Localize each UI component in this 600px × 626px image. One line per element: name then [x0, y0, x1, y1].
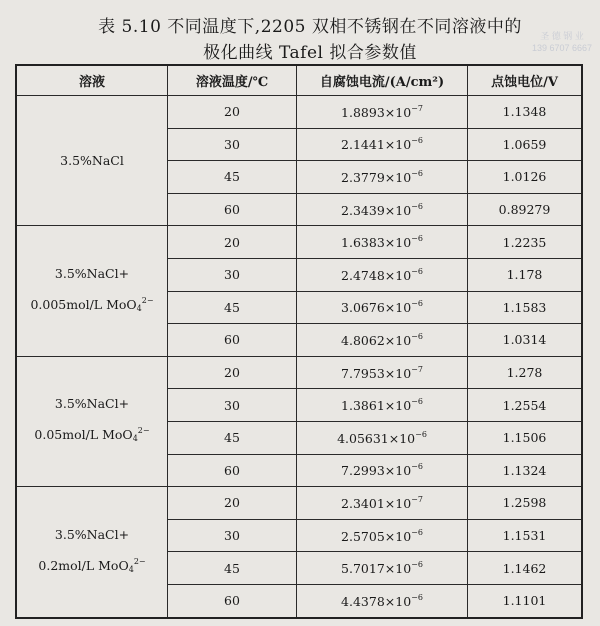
temperature-cell: 20 — [168, 356, 297, 389]
table-title-line1: 表 5.10 不同温度下,2205 双相不锈钢在不同溶液中的 — [98, 17, 522, 37]
corrosion-current-cell — [297, 389, 468, 422]
solution-cell — [16, 487, 168, 618]
corrosion-current-cell — [297, 584, 468, 617]
temperature-cell: 30 — [168, 389, 297, 422]
solution-line2-text: 0.2mol/L MoO — [38, 557, 129, 573]
watermark-line1: 圣 德 钢 业 — [540, 31, 584, 41]
solution-line2-text: 0.005mol/L MoO — [30, 297, 137, 313]
pitting-potential-cell: 1.278 — [468, 356, 583, 389]
current-exponent: −6 — [411, 234, 423, 244]
solution-line1: 3.5%NaCl — [60, 153, 124, 169]
pitting-potential-cell: 1.1101 — [468, 584, 583, 617]
current-mantissa: 2.4748×10 — [341, 267, 412, 283]
current-mantissa: 4.8062×10 — [341, 332, 412, 348]
corrosion-current-cell — [297, 552, 468, 585]
current-exponent: −6 — [411, 397, 423, 407]
solution-line1: 3.5%NaCl+ — [54, 396, 130, 412]
temperature-cell: 45 — [168, 552, 297, 585]
pitting-potential-cell: 1.2235 — [468, 226, 583, 259]
solution-subscript: 4 — [128, 564, 134, 574]
current-mantissa: 2.3401×10 — [341, 495, 412, 511]
pitting-potential-cell: 1.178 — [468, 258, 583, 291]
pitting-potential-cell: 1.1324 — [468, 454, 583, 487]
header-temperature: 溶液温度/℃ — [168, 65, 297, 96]
pitting-potential-cell: 1.1462 — [468, 552, 583, 585]
temperature-cell: 30 — [168, 128, 297, 161]
current-mantissa: 5.7017×10 — [341, 561, 412, 577]
current-exponent: −6 — [411, 560, 423, 570]
current-exponent: −7 — [411, 103, 423, 113]
current-exponent: −6 — [411, 331, 423, 341]
corrosion-current-cell — [297, 258, 468, 291]
temperature-cell: 45 — [168, 421, 297, 454]
corrosion-current-cell — [297, 161, 468, 194]
current-exponent: −6 — [415, 429, 427, 439]
watermark — [532, 30, 592, 54]
current-mantissa: 4.4378×10 — [341, 593, 412, 609]
current-exponent: −6 — [411, 201, 423, 211]
temperature-cell: 45 — [168, 291, 297, 324]
solution-superscript: 2− — [137, 426, 150, 436]
current-mantissa: 2.1441×10 — [341, 137, 412, 153]
corrosion-current-cell — [297, 324, 468, 357]
current-mantissa: 3.0676×10 — [341, 300, 412, 316]
current-exponent: −6 — [411, 168, 423, 178]
temperature-cell: 60 — [168, 584, 297, 617]
temperature-cell: 60 — [168, 324, 297, 357]
table-row — [16, 487, 582, 520]
corrosion-current-cell — [297, 193, 468, 226]
corrosion-current-cell — [297, 356, 468, 389]
table-row — [16, 96, 582, 129]
current-exponent: −7 — [411, 494, 423, 504]
corrosion-current-cell — [297, 128, 468, 161]
current-mantissa: 1.6383×10 — [341, 235, 412, 251]
solution-cell — [16, 226, 168, 356]
table-row — [16, 356, 582, 389]
solution-cell — [16, 96, 168, 226]
current-mantissa: 1.8893×10 — [341, 104, 412, 120]
current-mantissa: 7.2993×10 — [341, 463, 412, 479]
header-solution: 溶液 — [16, 65, 168, 96]
header-corrosion-current: 自腐蚀电流/(A/cm²) — [297, 65, 468, 96]
pitting-potential-cell: 1.0314 — [468, 324, 583, 357]
watermark-line2: 139 6707 6667 — [531, 43, 592, 53]
header-pitting-potential: 点蚀电位/V — [468, 65, 583, 96]
header-row — [16, 65, 582, 96]
current-mantissa: 2.3779×10 — [341, 169, 412, 185]
corrosion-current-cell — [297, 291, 468, 324]
pitting-potential-cell: 1.2598 — [468, 487, 583, 520]
corrosion-current-cell — [297, 454, 468, 487]
current-mantissa: 2.3439×10 — [341, 202, 412, 218]
current-exponent: −6 — [411, 299, 423, 309]
corrosion-current-cell — [297, 226, 468, 259]
temperature-cell: 60 — [168, 454, 297, 487]
current-exponent: −6 — [411, 592, 423, 602]
solution-line2 — [17, 287, 167, 322]
current-mantissa: 4.05631×10 — [337, 430, 416, 446]
pitting-potential-cell: 1.0659 — [468, 128, 583, 161]
solution-line2 — [17, 417, 167, 452]
current-mantissa: 7.7953×10 — [341, 365, 412, 381]
solution-line1: 3.5%NaCl+ — [54, 266, 130, 282]
solution-superscript: 2− — [141, 296, 154, 306]
solution-line1: 3.5%NaCl+ — [54, 526, 130, 542]
pitting-potential-cell: 0.89279 — [468, 193, 583, 226]
pitting-potential-cell: 1.2554 — [468, 389, 583, 422]
solution-subscript: 4 — [132, 434, 138, 444]
corrosion-current-cell — [297, 96, 468, 129]
corrosion-current-cell — [297, 519, 468, 552]
solution-superscript: 2− — [133, 556, 146, 566]
temperature-cell: 20 — [168, 487, 297, 520]
temperature-cell: 20 — [168, 96, 297, 129]
current-mantissa: 2.5705×10 — [341, 528, 412, 544]
solution-line2-text: 0.05mol/L MoO — [34, 427, 133, 443]
current-mantissa: 1.3861×10 — [341, 398, 412, 414]
pitting-potential-cell: 1.1531 — [468, 519, 583, 552]
pitting-potential-cell: 1.1506 — [468, 421, 583, 454]
temperature-cell: 60 — [168, 193, 297, 226]
tafel-parameters-table — [15, 64, 583, 619]
pitting-potential-cell: 1.0126 — [468, 161, 583, 194]
current-exponent: −6 — [411, 462, 423, 472]
temperature-cell: 45 — [168, 161, 297, 194]
solution-line2 — [17, 548, 167, 583]
current-exponent: −6 — [411, 136, 423, 146]
current-exponent: −7 — [411, 364, 423, 374]
pitting-potential-cell: 1.1348 — [468, 96, 583, 129]
current-exponent: −6 — [411, 266, 423, 276]
current-exponent: −6 — [411, 527, 423, 537]
corrosion-current-cell — [297, 487, 468, 520]
solution-cell — [16, 356, 168, 486]
corrosion-current-cell — [297, 421, 468, 454]
temperature-cell: 30 — [168, 519, 297, 552]
temperature-cell: 20 — [168, 226, 297, 259]
temperature-cell: 30 — [168, 258, 297, 291]
table-title-line2: 极化曲线 Tafel 拟合参数值 — [203, 43, 417, 63]
table-row — [16, 226, 582, 259]
solution-subscript: 4 — [136, 304, 142, 314]
pitting-potential-cell: 1.1583 — [468, 291, 583, 324]
